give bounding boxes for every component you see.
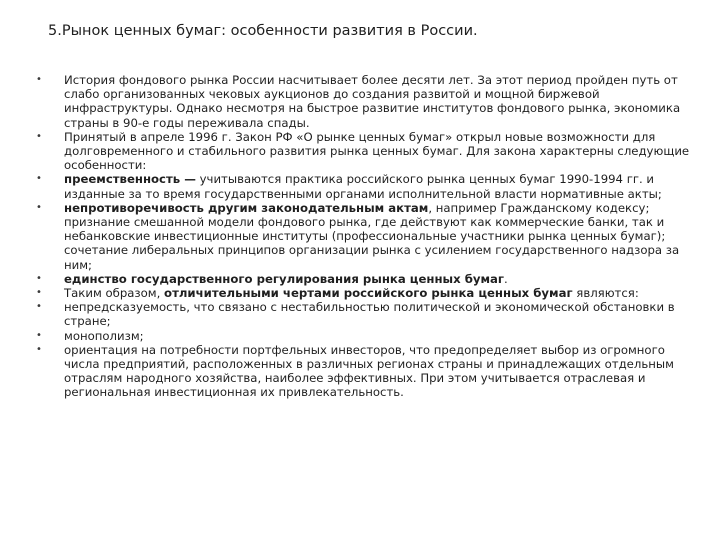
body-text: непредсказуемость, что связано с нестабильностью политической и экономической обстановки в стране;: [64, 300, 675, 329]
body-text: , например Гражданскому кодексу; признание смешанной модели фондового рынка, где действуют как коммерческие банки, так и небанковские инвестиционные институты (профессиональные участники рынка ценных бумаг); сочетание либеральных принципов организации рынка с усилением государственного надзора за ним;: [64, 200, 680, 272]
list-item: [36, 300, 696, 328]
body-text: .: [504, 271, 508, 286]
body-text: учитываются практика российского рынка ценных бумаг 1990-1994 гг. и изданные за то время государственными органами исполнительной власти нормативные акты;: [64, 172, 662, 201]
list-item: [36, 343, 696, 400]
bullet-list: [36, 73, 696, 400]
list-item: [36, 272, 696, 286]
body-text: являются:: [572, 286, 639, 301]
bullet-icon: •: [36, 130, 42, 142]
slide-title: 5.Рынок ценных бумаг: особенности развития в России.: [48, 23, 478, 39]
body-text: монополизм;: [64, 328, 144, 343]
body-text: Таким образом,: [64, 286, 165, 301]
emphasis-text: преемственность —: [64, 172, 196, 187]
bullet-icon: •: [36, 301, 42, 313]
list-item: [36, 286, 696, 300]
emphasis-text: единство государственного регулирования рынка ценных бумаг: [64, 271, 505, 286]
bullet-icon: •: [36, 272, 42, 284]
bullet-icon: •: [36, 287, 42, 299]
emphasis-text: отличительными чертами российского рынка ценных бумаг: [164, 286, 573, 301]
body-text: История фондового рынка России насчитывает более десяти лет. За этот период пройден путь от слабо организованных чековых аукционов до создания развитой и мощной биржевой инфраструктуры. Однако несмотря на быстрое развитие институтов фондового рынка, экономика страны в 90-е годы переживала спады.: [64, 73, 681, 130]
list-item: [36, 201, 696, 272]
list-item: [36, 130, 696, 173]
body-text: ориентация на потребности портфельных инвесторов, что предопределяет выбор из огромного числа предприятий, расположенных в различных регионах страны и принадлежащих отдельным отраслям народного хозяйства, наиболее эффективных. При этом учитывается отраслевая и региональная инвестиционная их привлекательность.: [64, 342, 674, 400]
bullet-icon: •: [36, 343, 42, 355]
bullet-icon: •: [36, 329, 42, 341]
body-text: Принятый в апреле 1996 г. Закон РФ «О рынке ценных бумаг» открыл новые возможности для долговременного и стабильного развития рынка ценных бумаг. Для закона характерны следующие особенности:: [64, 129, 690, 173]
bullet-icon: •: [36, 74, 42, 85]
emphasis-text: непротиворечивость другим законодательным актам: [64, 200, 429, 215]
list-item: [36, 172, 696, 200]
bullet-icon: •: [36, 173, 42, 185]
list-item: [36, 73, 696, 130]
bullet-icon: •: [36, 201, 42, 213]
list-item: [36, 329, 696, 343]
